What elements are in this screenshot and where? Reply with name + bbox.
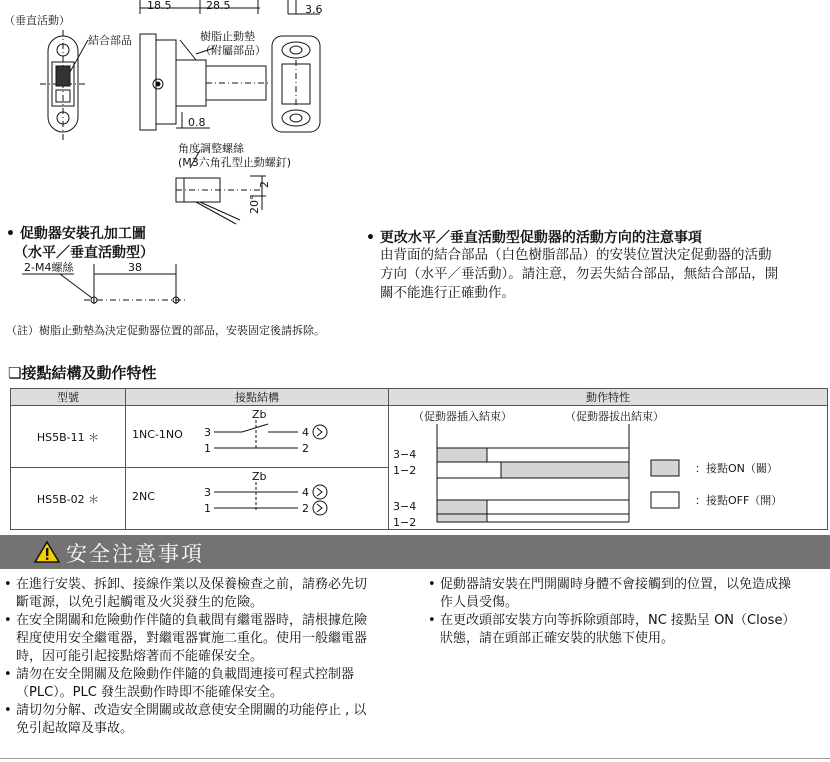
zb-label: Zb: [252, 408, 267, 421]
contact-cell: [126, 406, 389, 468]
terminal-1: 1: [204, 502, 211, 515]
header-contact: 接點結構: [126, 389, 389, 406]
direction-note-line-2: 方向（水平／垂活動）。請注意，勿丟失結合部品，無結合部品，開: [380, 266, 779, 282]
safety-list-left: [4, 576, 408, 738]
contact-section-title: ❏接點結構及動作特性: [8, 364, 157, 382]
contact-type: 1NC-1NO: [132, 428, 183, 441]
header-operation: 動作特性: [389, 389, 828, 406]
terminal-1: 1: [204, 442, 211, 455]
operation-cell: [389, 406, 828, 530]
operation-chart: [389, 406, 829, 526]
bottom-divider: [0, 758, 830, 759]
model-cell: HS5B-02 ＊: [11, 468, 126, 530]
withdraw-label: （促動器拔出結束）: [565, 410, 664, 423]
list-item: • 促動器請安裝在門開關時身體不會接觸到的位置，以免造成操 作人員受傷。: [428, 576, 826, 612]
angle-screw-label-2: (M3六角孔型止動螺釘): [178, 156, 292, 169]
contact-diagram: [202, 406, 382, 468]
mounting-title-2: （水平／垂直活動型）: [14, 245, 154, 261]
dim-28-5: 28.5: [206, 0, 231, 12]
legend-off: ：接點OFF（開）: [695, 494, 783, 507]
list-item: • 請切勿分解、改造安全開關或故意使安全開關的功能停止 , 以 免引起故障及事故。: [4, 702, 408, 738]
contact-table: [10, 388, 828, 530]
terminal-3: 3: [204, 486, 211, 499]
direction-note-line-1: 由背面的結合部品（白色樹脂部品）的安裝位置決定促動器的活動: [380, 247, 772, 263]
list-item: • 請勿在安全開關及危險動作伴隨的負載間連接可程式控制器 （PLC）。PLC 發生誤動作時即不能確保安全。: [4, 666, 408, 702]
ch-1-2: 1−2: [393, 516, 417, 526]
table-row: [11, 406, 828, 468]
mounting-title-1: • 促動器安裝孔加工圖: [6, 226, 146, 242]
ch-3-4: 3−4: [393, 448, 417, 461]
angle-screw-label-1: 角度調整螺絲: [178, 142, 244, 155]
dim-3-6: 3.6: [305, 3, 323, 16]
resin-pad-label-1: 樹脂止動墊: [200, 30, 255, 43]
terminal-4: 4: [302, 486, 309, 499]
dim-20deg: 20°: [248, 194, 261, 214]
model-cell: HS5B-11 ＊: [11, 406, 126, 468]
terminal-2: 2: [302, 502, 309, 515]
joint-part-label: 結合部品: [88, 34, 132, 47]
header-model: 型號: [11, 389, 126, 406]
screw-label: 2-M4螺絲: [24, 261, 74, 274]
terminal-4: 4: [302, 426, 309, 439]
vertical-label: （垂直活動）: [4, 14, 70, 27]
list-item: • 在安全開關和危險動作伴隨的負載間有繼電器時，請根據危險 程度使用安全繼電器，對繼電器實施二重化。使用一般繼電器 時，因可能引起接點熔著而不能確保安全。: [4, 612, 408, 666]
warning-icon: [34, 540, 60, 564]
safety-title: 安全注意事項: [66, 542, 204, 566]
direction-note-line-3: 關不能進行正確動作。: [380, 285, 515, 301]
zb-label: Zb: [252, 470, 267, 483]
dim-18-5: 18.5: [147, 0, 172, 12]
dim-0-8: 0.8: [188, 116, 206, 129]
ch-1-2: 1−2: [393, 464, 417, 477]
contact-type: 2NC: [132, 490, 155, 503]
list-item: • 在進行安裝、拆卸、接線作業以及保養檢查之前，請務必先切 斷電源，以免引起觸電及火災發生的危險。: [4, 576, 408, 612]
terminal-2: 2: [302, 442, 309, 455]
list-item: • 在更改頭部安裝方向等拆除頭部時，NC 接點呈 ON（Close） 狀態，請在頭部正確安裝的狀態下使用。: [428, 612, 826, 648]
dim-38: 38: [128, 261, 142, 274]
contact-diagram: [202, 468, 382, 530]
footnote: （註）樹脂止動墊為決定促動器位置的部品，安裝固定後請拆除。: [6, 324, 325, 337]
mounting-hole-drawing: [0, 258, 200, 310]
dim-2: 2: [258, 181, 271, 188]
contact-cell: [126, 468, 389, 530]
legend-on: ：接點ON（關）: [695, 462, 778, 475]
safety-list-right: [428, 576, 826, 648]
resin-pad-label-2: （附屬部品）: [200, 44, 266, 57]
direction-note-title: • 更改水平／垂直活動型促動器的活動方向的注意事項: [366, 230, 702, 246]
terminal-3: 3: [204, 426, 211, 439]
safety-header: [0, 535, 830, 569]
insert-label: （促動器插入結束）: [413, 410, 512, 423]
actuator-drawing: [0, 0, 360, 230]
ch-3-4: 3−4: [393, 500, 417, 513]
direction-note-body: [380, 246, 778, 303]
